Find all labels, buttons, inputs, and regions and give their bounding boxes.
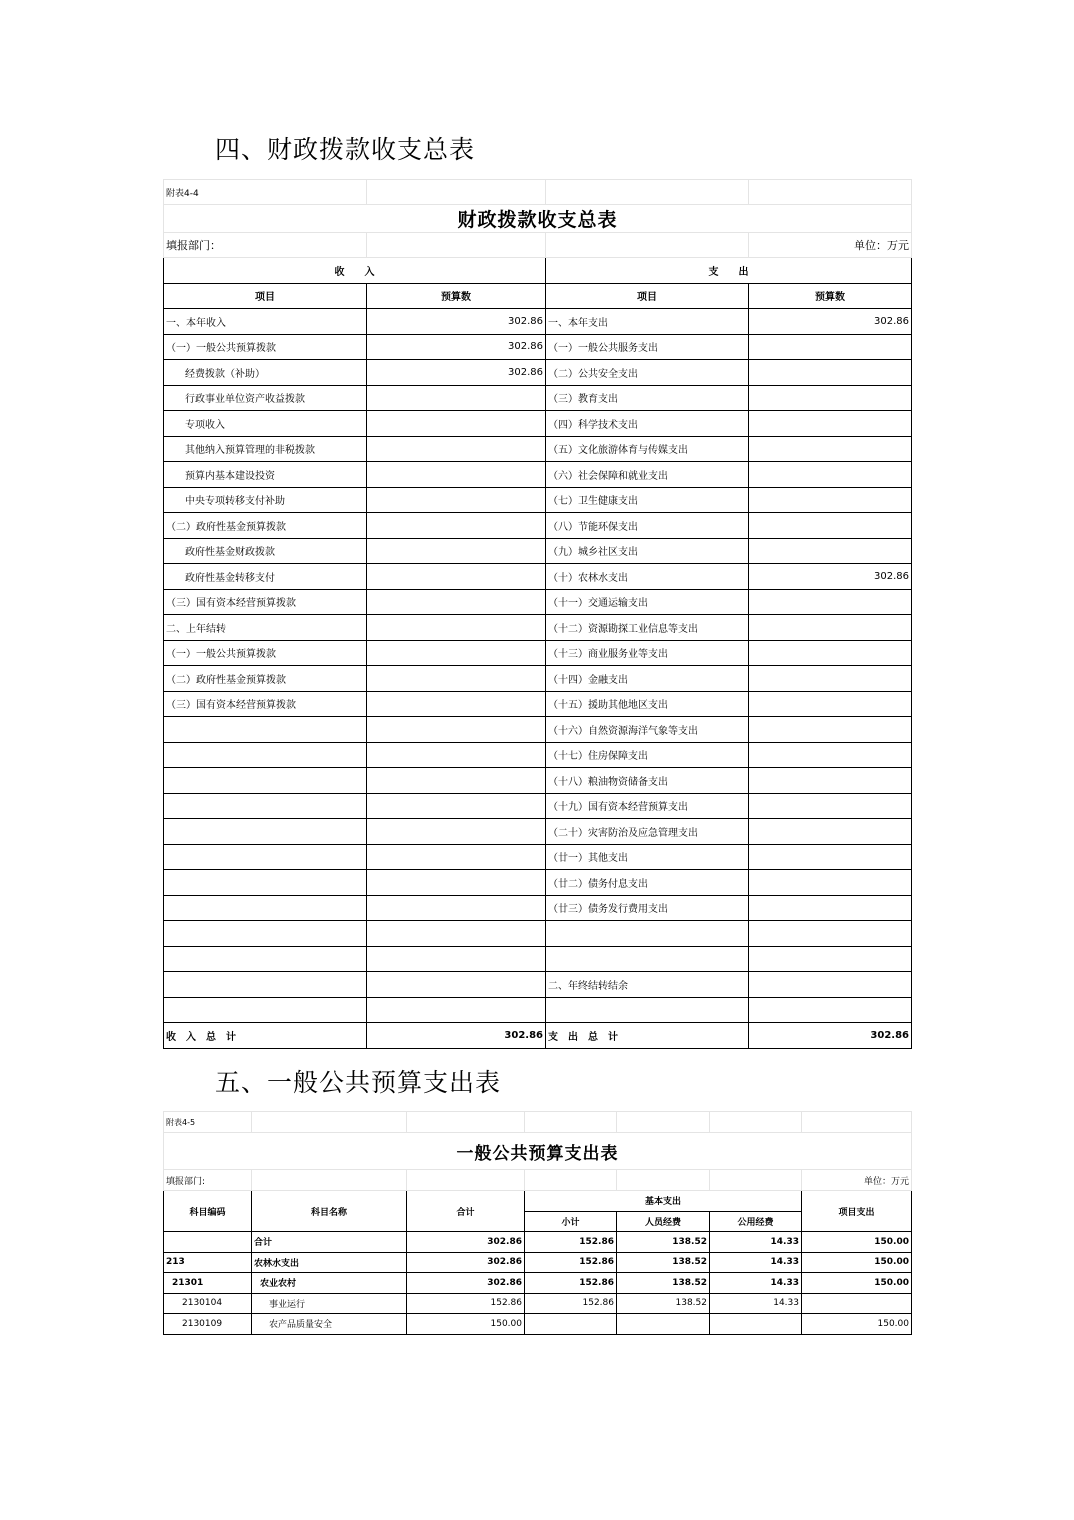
income-budget (367, 691, 546, 717)
subject-name: 合计 (252, 1232, 407, 1253)
table-row (164, 972, 912, 998)
subtotal-value: 152.86 (525, 1232, 617, 1253)
table-row (164, 666, 912, 692)
table-row (164, 870, 912, 896)
table-row (164, 385, 912, 411)
income-budget (367, 411, 546, 437)
section-5-heading: 五、一般公共预算支出表 (215, 1068, 502, 1097)
income-item: 专项收入 (164, 411, 367, 437)
income-header: 收 入 (164, 258, 546, 284)
unit-label: 单位：万元 (802, 1170, 912, 1191)
col-header-subtotal: 小计 (525, 1211, 617, 1232)
expense-budget (749, 972, 912, 998)
table-row (164, 819, 912, 845)
expense-budget (749, 360, 912, 386)
table-row (164, 768, 912, 794)
income-budget (367, 615, 546, 641)
expense-budget (749, 768, 912, 794)
col-header-name: 科目名称 (252, 1191, 407, 1232)
expense-item (546, 921, 749, 947)
subject-code: 213 (164, 1252, 252, 1273)
col-header-project: 项目支出 (802, 1191, 912, 1232)
total-value: 152.86 (407, 1293, 525, 1314)
income-budget (367, 462, 546, 488)
subject-code: 2130104 (164, 1293, 252, 1314)
expense-budget (749, 436, 912, 462)
expense-item: （十四）金融支出 (546, 666, 749, 692)
income-budget (367, 844, 546, 870)
income-item: 经费拨款（补助） (164, 360, 367, 386)
subtotal-value: 152.86 (525, 1293, 617, 1314)
expense-item: 一、本年支出 (546, 309, 749, 335)
income-item (164, 972, 367, 998)
expense-budget (749, 462, 912, 488)
income-budget: 302.86 (367, 360, 546, 386)
table-row (164, 1252, 912, 1273)
project-value: 150.00 (802, 1232, 912, 1253)
income-item (164, 793, 367, 819)
col-header-personnel: 人员经费 (617, 1211, 710, 1232)
expense-budget (749, 870, 912, 896)
table-title: 一般公共预算支出表 (164, 1133, 912, 1170)
public-value (710, 1314, 802, 1335)
expense-budget (749, 666, 912, 692)
expense-total-value: 302.86 (749, 1023, 912, 1049)
personnel-value: 138.52 (617, 1252, 710, 1273)
expense-item: （十三）商业服务业等支出 (546, 640, 749, 666)
personnel-value: 138.52 (617, 1232, 710, 1253)
income-item: 一、本年收入 (164, 309, 367, 335)
income-budget (367, 870, 546, 896)
income-item: 政府性基金财政拨款 (164, 538, 367, 564)
col-header-item: 项目 (164, 283, 367, 309)
general-public-budget-expenditure-table (163, 1111, 912, 1335)
expense-item: （八）节能环保支出 (546, 513, 749, 539)
table-row (164, 946, 912, 972)
expense-budget (749, 411, 912, 437)
expense-budget (749, 742, 912, 768)
income-item: （一）一般公共预算拨款 (164, 640, 367, 666)
income-item: （二）政府性基金预算拨款 (164, 666, 367, 692)
col-header-total: 合计 (407, 1191, 525, 1232)
project-value: 150.00 (802, 1314, 912, 1335)
table-row (164, 360, 912, 386)
expense-budget (749, 921, 912, 947)
expense-item: （九）城乡社区支出 (546, 538, 749, 564)
col-header-item: 项目 (546, 283, 749, 309)
col-header-basic: 基本支出 (525, 1191, 802, 1212)
expense-item: （二十）灾害防治及应急管理支出 (546, 819, 749, 845)
table-row (164, 640, 912, 666)
public-value: 14.33 (710, 1273, 802, 1294)
expense-budget (749, 895, 912, 921)
table-row (164, 411, 912, 437)
col-header-budget: 预算数 (749, 283, 912, 309)
income-item (164, 921, 367, 947)
income-budget (367, 487, 546, 513)
table-row (164, 462, 912, 488)
col-header-public: 公用经费 (710, 1211, 802, 1232)
table-row (164, 844, 912, 870)
subject-name: 农林水支出 (252, 1252, 407, 1273)
col-header-budget: 预算数 (367, 283, 546, 309)
expense-item (546, 946, 749, 972)
expense-item: （七）卫生健康支出 (546, 487, 749, 513)
expense-budget (749, 997, 912, 1023)
income-budget (367, 972, 546, 998)
expense-budget (749, 691, 912, 717)
income-budget: 302.86 (367, 334, 546, 360)
table-row (164, 564, 912, 590)
table-row (164, 513, 912, 539)
subject-name: 事业运行 (252, 1293, 407, 1314)
subject-name: 农产品质量安全 (252, 1314, 407, 1335)
subtotal-value: 152.86 (525, 1252, 617, 1273)
expense-budget (749, 640, 912, 666)
project-value (802, 1293, 912, 1314)
expense-item: （廿一）其他支出 (546, 844, 749, 870)
table-row (164, 742, 912, 768)
income-item: 政府性基金转移支付 (164, 564, 367, 590)
income-budget (367, 436, 546, 462)
dept-label: 填报部门: (164, 1170, 252, 1191)
income-budget (367, 385, 546, 411)
table-row (164, 793, 912, 819)
total-value: 302.86 (407, 1232, 525, 1253)
expense-item: （十二）资源勘探工业信息等支出 (546, 615, 749, 641)
expense-item: （十六）自然资源海洋气象等支出 (546, 717, 749, 743)
expense-item: （四）科学技术支出 (546, 411, 749, 437)
table-row (164, 334, 912, 360)
income-item: 行政事业单位资产收益拨款 (164, 385, 367, 411)
income-budget (367, 666, 546, 692)
expense-budget (749, 385, 912, 411)
expense-budget (749, 717, 912, 743)
subject-code: 21301 (164, 1273, 252, 1294)
table-row (164, 895, 912, 921)
expense-budget (749, 513, 912, 539)
expense-budget (749, 819, 912, 845)
income-item: 二、上年结转 (164, 615, 367, 641)
expense-item: （廿二）债务付息支出 (546, 870, 749, 896)
table-row (164, 1293, 912, 1314)
income-total-value: 302.86 (367, 1023, 546, 1049)
public-value: 14.33 (710, 1293, 802, 1314)
expense-item: （十）农林水支出 (546, 564, 749, 590)
total-row (164, 1023, 912, 1049)
annex-label: 附表4-4 (164, 180, 367, 205)
income-item (164, 997, 367, 1023)
table-row (164, 1273, 912, 1294)
expense-item: （十一）交通运输支出 (546, 589, 749, 615)
expense-item: （十五）援助其他地区支出 (546, 691, 749, 717)
subtotal-value: 152.86 (525, 1273, 617, 1294)
table-title: 财政拨款收支总表 (164, 205, 912, 233)
expense-item: （二）公共安全支出 (546, 360, 749, 386)
subject-name: 农业农村 (252, 1273, 407, 1294)
expense-budget: 302.86 (749, 564, 912, 590)
table-row (164, 717, 912, 743)
fiscal-appropriation-summary-table (163, 179, 912, 1049)
table-row (164, 538, 912, 564)
table-row (164, 436, 912, 462)
expense-item: （廿三）债务发行费用支出 (546, 895, 749, 921)
expense-budget (749, 844, 912, 870)
expense-item: （三）教育支出 (546, 385, 749, 411)
expense-budget (749, 615, 912, 641)
income-item: 其他纳入预算管理的非税拨款 (164, 436, 367, 462)
income-budget (367, 717, 546, 743)
table-row (164, 487, 912, 513)
public-value: 14.33 (710, 1232, 802, 1253)
subtotal-value (525, 1314, 617, 1335)
expense-budget (749, 589, 912, 615)
income-item: （二）政府性基金预算拨款 (164, 513, 367, 539)
expense-budget (749, 946, 912, 972)
expense-budget (749, 334, 912, 360)
table-row (164, 1314, 912, 1335)
table-row (164, 921, 912, 947)
public-value: 14.33 (710, 1252, 802, 1273)
income-item (164, 895, 367, 921)
subject-code: 2130109 (164, 1314, 252, 1335)
total-value: 150.00 (407, 1314, 525, 1335)
income-budget (367, 513, 546, 539)
annex-label: 附表4-5 (164, 1112, 252, 1133)
expense-budget (749, 538, 912, 564)
income-item (164, 946, 367, 972)
income-item: 预算内基本建设投资 (164, 462, 367, 488)
expense-item: （十八）粮油物资储备支出 (546, 768, 749, 794)
income-item: 中央专项转移支付补助 (164, 487, 367, 513)
col-header-code: 科目编码 (164, 1191, 252, 1232)
income-item (164, 768, 367, 794)
personnel-value: 138.52 (617, 1273, 710, 1294)
income-total-label: 收 入 总 计 (164, 1023, 367, 1049)
personnel-value (617, 1314, 710, 1335)
income-item (164, 717, 367, 743)
income-budget (367, 768, 546, 794)
total-value: 302.86 (407, 1273, 525, 1294)
income-budget (367, 895, 546, 921)
subject-code (164, 1232, 252, 1253)
income-budget (367, 589, 546, 615)
income-item (164, 742, 367, 768)
income-budget (367, 742, 546, 768)
expense-budget: 302.86 (749, 309, 912, 335)
income-item: （三）国有资本经营预算拨款 (164, 589, 367, 615)
income-item: （一）一般公共预算拨款 (164, 334, 367, 360)
dept-label: 填报部门： (164, 233, 367, 258)
income-budget (367, 997, 546, 1023)
income-item (164, 819, 367, 845)
expense-item: （十九）国有资本经营预算支出 (546, 793, 749, 819)
income-item (164, 844, 367, 870)
expense-item: 二、年终结转结余 (546, 972, 749, 998)
table-row (164, 997, 912, 1023)
expense-item (546, 997, 749, 1023)
income-budget: 302.86 (367, 309, 546, 335)
expense-item: （十七）住房保障支出 (546, 742, 749, 768)
income-budget (367, 819, 546, 845)
income-budget (367, 564, 546, 590)
table-row (164, 615, 912, 641)
table-row (164, 589, 912, 615)
income-budget (367, 538, 546, 564)
table-row (164, 1232, 912, 1253)
table-row (164, 309, 912, 335)
expense-header: 支 出 (546, 258, 912, 284)
total-value: 302.86 (407, 1252, 525, 1273)
personnel-value: 138.52 (617, 1293, 710, 1314)
income-budget (367, 946, 546, 972)
income-item: （三）国有资本经营预算拨款 (164, 691, 367, 717)
expense-budget (749, 487, 912, 513)
expense-total-label: 支 出 总 计 (546, 1023, 749, 1049)
expense-item: （一）一般公共服务支出 (546, 334, 749, 360)
income-item (164, 870, 367, 896)
project-value: 150.00 (802, 1252, 912, 1273)
expense-item: （五）文化旅游体育与传媒支出 (546, 436, 749, 462)
expense-item: （六）社会保障和就业支出 (546, 462, 749, 488)
project-value: 150.00 (802, 1273, 912, 1294)
income-budget (367, 921, 546, 947)
unit-label: 单位：万元 (749, 233, 912, 258)
income-budget (367, 640, 546, 666)
section-4-heading: 四、财政拨款收支总表 (215, 135, 476, 164)
expense-budget (749, 793, 912, 819)
table-row (164, 691, 912, 717)
income-budget (367, 793, 546, 819)
